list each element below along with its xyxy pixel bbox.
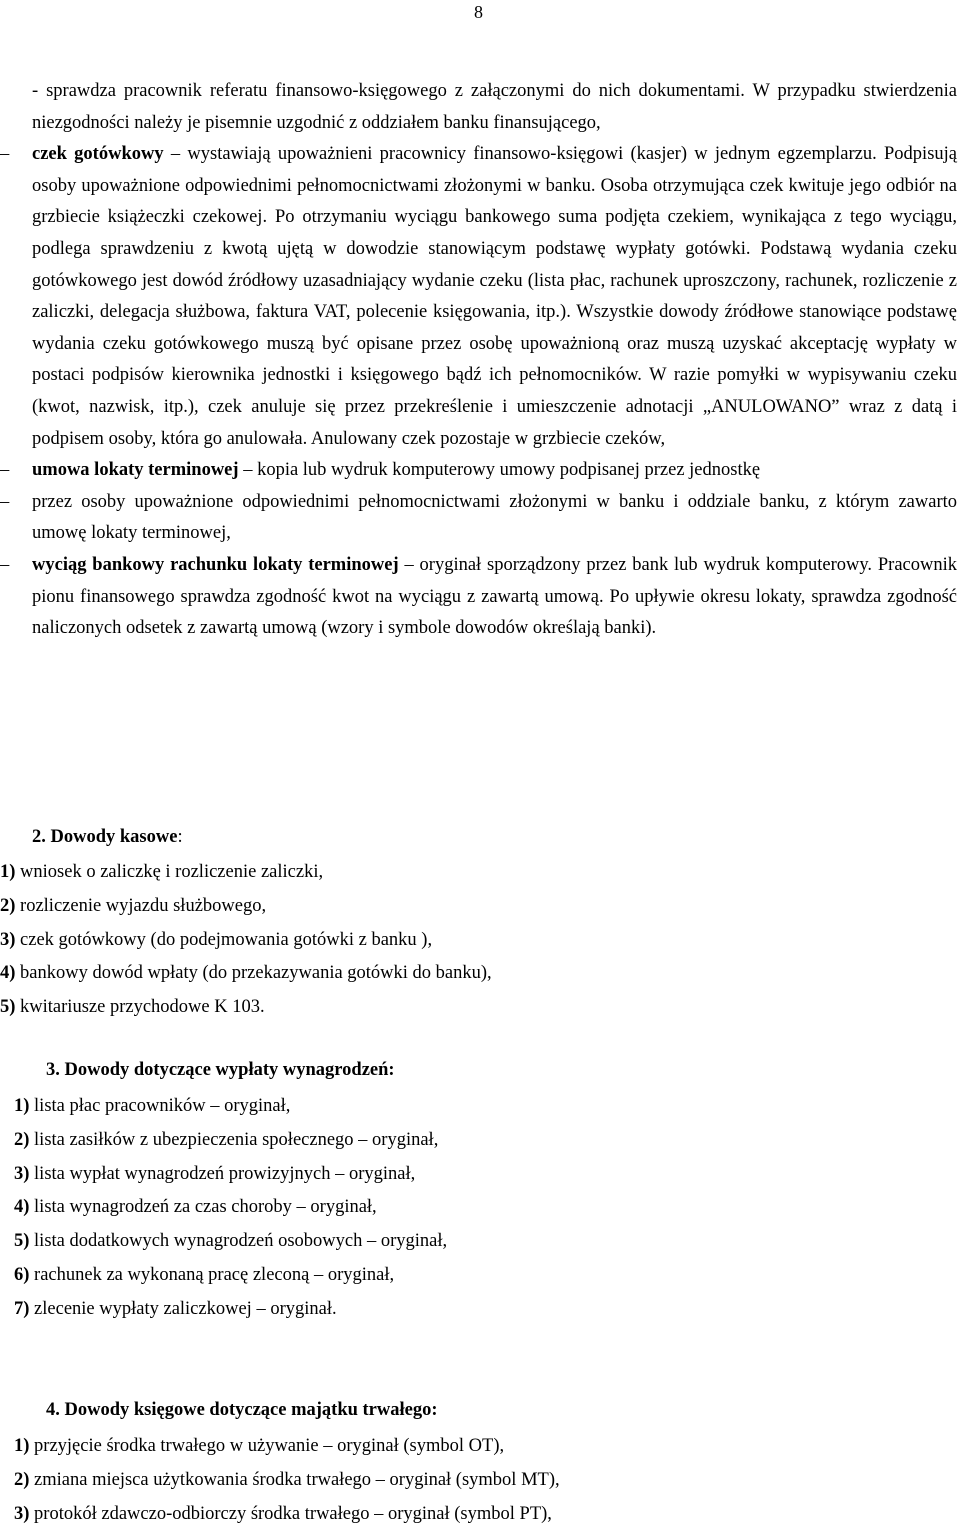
intro-paragraph: - sprawdza pracownik referatu finansowo-księgowego z załączonymi do nich dokumentami. W przypadku stwierdzenia niezgodności należy je pisemnie uzgodnić z oddziałem banku finansującego, — [32, 81, 957, 133]
section-2-heading: 2. Dowody kasowe: — [32, 827, 183, 847]
list-item: 3) czek gotówkowy (do podejmowania gotówki z banku ), — [0, 929, 433, 950]
list-item: 2) rozliczenie wyjazdu służbowego, — [0, 895, 267, 916]
dash-marker: – — [0, 554, 10, 575]
section-2-list — [0, 856, 492, 1025]
list-item: 1) lista płac pracowników – oryginał, — [14, 1096, 291, 1116]
list-item: 5) lista dodatkowych wynagrodzeń osobowych – oryginał, — [14, 1231, 448, 1252]
section-4-heading: 4. Dowody księgowe dotyczące majątku trwałego: — [46, 1400, 438, 1420]
body-text — [0, 76, 957, 645]
item-text: kopia lub wydruk komputerowy umowy podpisanej przez jednostkę — [257, 460, 761, 481]
item-text: wystawiają upoważnieni pracownicy finansowo-księgowi (kasjer) w jednym egzemplarzu. Podpisują osoby upoważnione odpowiednimi pełnomocnictwami złożonymi w banku. Osoba otrzymująca czek kwituje jego odbiór na grzbiecie książeczki czekowej. Po otrzymaniu wyciągu bankowego suma podjęta czekiem, wynikająca z tego wyciągu, podlega sprawdzeniu z kwotą ujętą w dowodzie stanowiącym podstawę wypłaty gotówki. Podstawą wydania czeku gotówkowego jest dowód źródłowy uzasadniający wydanie czeku (lista płac, rachunek uproszczony, rachunek, rozliczenie z zaliczki, delegacja służbowa, faktura VAT, polecenie księgowania, itp.). Wszystkie dowody źródłowe stanowiące podstawę wydania czeku gotówkowego muszą być opisane przez osobę upoważnioną oraz muszą uzyskać akceptację wypłaty w postaci podpisów kierownika jednostki i księgowego bądź ich pełnomocników. W razie pomyłki w wypisywaniu czeku (kwot, nazwisk, itp.), czek anuluje się przez przekreślenie i umieszczenie adnotacji „ANULOWANO” wraz z datą i podpisem osoby, która go anulowała. Anulowany czek pozostaje w grzbiecie czeków, — [32, 144, 957, 449]
list-item: 5) kwitariusze przychodowe K 103. — [0, 997, 265, 1018]
item-text: przez osoby upoważnione odpowiednimi pełnomocnictwami złożonymi w banku i oddziale banku, z którym zawarto umowę lokaty terminowej, — [32, 491, 957, 544]
term-umowa-lokaty: umowa lokaty terminowej — [32, 460, 239, 481]
term-wyciag-bankowy: wyciąg bankowy rachunku lokaty terminowej — [32, 554, 399, 575]
list-item-umowa-continuation — [0, 487, 957, 550]
section-4-list — [14, 1430, 560, 1531]
section-3-list — [14, 1090, 447, 1327]
list-item-umowa: – umowa lokaty terminowej – kopia lub wydruk komputerowy umowy podpisanej przez jednostkę — [32, 455, 957, 487]
list-item: 6) rachunek za wykonaną pracę zleconą – oryginał, — [14, 1264, 395, 1285]
list-item: 1) wniosek o zaliczkę i rozliczenie zaliczki, — [0, 862, 324, 882]
list-item: 2) lista zasiłków z ubezpieczenia społecznego – oryginał, — [14, 1129, 439, 1150]
list-item: 7) zlecenie wypłaty zaliczkowej – oryginał. — [14, 1298, 337, 1319]
page-number: 8 — [474, 2, 483, 22]
list-item: 3) lista wypłat wynagrodzeń prowizyjnych – oryginał, — [14, 1163, 416, 1184]
list-item: 3) protokół zdawczo-odbiorczy środka trwałego – oryginał (symbol PT), — [14, 1503, 552, 1524]
section-3-heading: 3. Dowody dotyczące wypłaty wynagrodzeń: — [46, 1060, 395, 1080]
item-text: oryginał sporządzony przez bank lub wydruk komputerowy. Pracownik pionu finansowego sprawdza zgodność kwot na wyciągu z zawartą umową. Po upływie okresu lokaty, sprawdza zgodność naliczonych odsetek z zawartą umową (wzory i symbole dowodów określają banki). — [32, 554, 957, 639]
list-item-wyciag: – wyciąg bankowy rachunku lokaty terminowej – oryginał sporządzony przez bank lub wydruk komputerowy. Pracownik pionu finansowego sprawdza zgodność kwot na wyciągu z zawartą umową. Po upływie okresu lokaty, sprawdza zgodność naliczonych odsetek z zawartą umową (wzory i symbole dowodów określają banki). — [32, 550, 957, 645]
list-item: 4) lista wynagrodzeń za czas choroby – oryginał, — [14, 1197, 377, 1218]
list-item: 2) zmiana miejsca użytkowania środka trwałego – oryginał (symbol MT), — [14, 1469, 560, 1490]
dash-marker: – — [0, 460, 10, 481]
list-item-czek: – czek gotówkowy – wystawiają upoważnieni pracownicy finansowo-księgowi (kasjer) w jednym egzemplarzu. Podpisują osoby upoważnione odpowiednimi pełnomocnictwami złożonymi w banku. Osoba otrzymująca czek kwituje jego odbiór na grzbiecie książeczki czekowej. Po otrzymaniu wyciągu bankowego suma podjęta czekiem, wynikająca z tego wyciągu, podlega sprawdzeniu z kwotą ujętą w dowodzie stanowiącym podstawę wypłaty gotówki. Podstawą wydania czeku gotówkowego jest dowód źródłowy uzasadniający wydanie czeku (lista płac, rachunek uproszczony, rachunek, rozliczenie z zaliczki, delegacja służbowa, faktura VAT, polecenie księgowania, itp.). Wszystkie dowody źródłowe stanowiące podstawę wydania czeku gotówkowego muszą być opisane przez osobę upoważnioną oraz muszą uzyskać akceptację wypłaty w postaci podpisów kierownika jednostki i księgowego bądź ich pełnomocników. W razie pomyłki w wypisywaniu czeku (kwot, nazwisk, itp.), czek anuluje się przez przekreślenie i umieszczenie adnotacji „ANULOWANO” wraz z datą i podpisem osoby, która go anulowała. Anulowany czek pozostaje w grzbiecie czeków, — [32, 139, 957, 455]
dash-marker: – — [0, 491, 10, 512]
list-item: 1) przyjęcie środka trwałego w używanie – oryginał (symbol OT), — [14, 1436, 505, 1456]
list-item: 4) bankowy dowód wpłaty (do przekazywania gotówki do banku), — [0, 963, 492, 984]
term-czek-gotowkowy: czek gotówkowy — [32, 144, 164, 165]
dash-marker: – — [0, 144, 10, 165]
